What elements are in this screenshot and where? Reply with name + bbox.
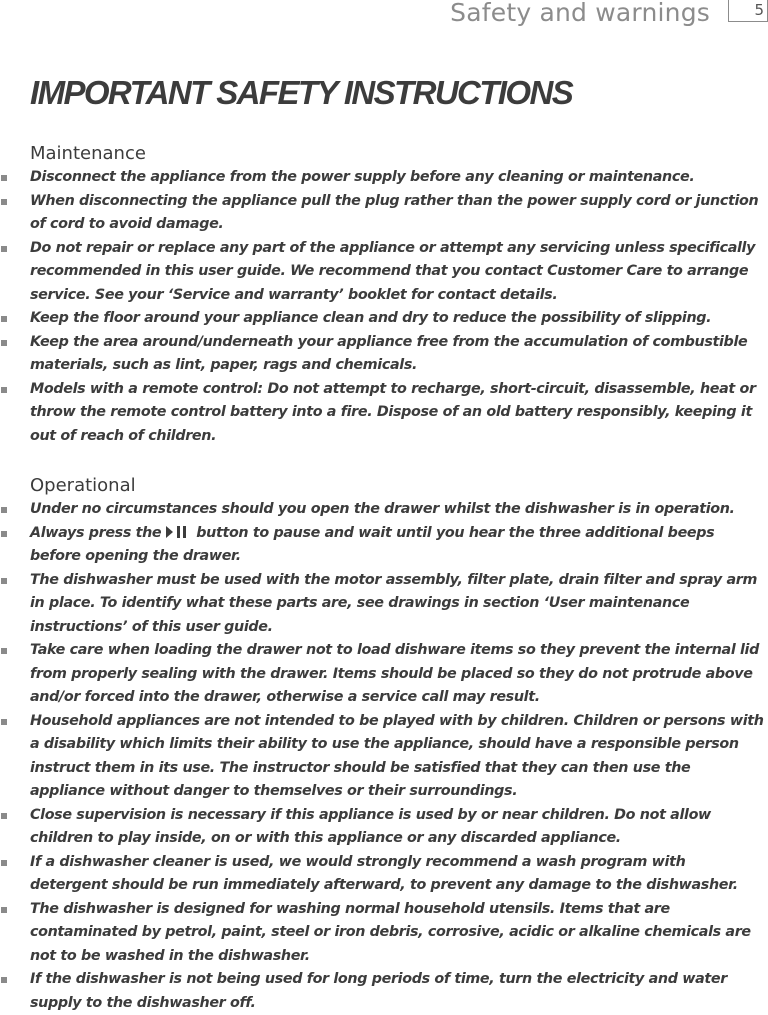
- list-item-text: Disconnect the appliance from the power supply before any cleaning or maintenance.: [30, 169, 695, 185]
- maintenance-list: [0, 166, 768, 448]
- list-item: [0, 237, 768, 308]
- list-item-text: If a dishwasher cleaner is used, we would strongly recommend a wash program with detergent should be run immediately afterward, to prevent any damage to the dishwasher.: [30, 853, 738, 893]
- maintenance-section: [0, 142, 768, 448]
- list-item: [0, 190, 768, 237]
- bullet-square: [1, 387, 7, 393]
- operational-section: [0, 474, 768, 1015]
- list-item-text: Keep the floor around your appliance clean and dry to reduce the possibility of slipping.: [30, 310, 712, 326]
- operational-list: [0, 498, 768, 1015]
- list-item-text: Under no circumstances should you open the drawer whilst the dishwasher is in operation.: [30, 501, 735, 517]
- bullet-square: [1, 175, 7, 181]
- list-item: [0, 522, 768, 569]
- bullet-square: [1, 907, 7, 913]
- list-item-text: If the dishwasher is not being used for long periods of time, turn the electricity and water supply to the dishwasher off.: [30, 971, 727, 1011]
- list-item-text: Close supervision is necessary if this appliance is used by or near children. Do not allow children to play inside, on or with this appliance or any discarded appliance.: [30, 806, 711, 846]
- list-item-text: Household appliances are not intended to be played with by children. Children or persons with a disability which limits their ability to use the appliance, should have a responsible person instruct them in its use. The instructor should be satisfied that they can then use the appliance without danger to themselves or their surroundings.: [30, 712, 764, 799]
- maintenance-heading: Maintenance: [30, 143, 146, 164]
- bullet-square: [1, 531, 7, 537]
- list-item-text-after-icon: button to pause and wait until you hear the three additional beeps before opening the drawer.: [30, 524, 715, 564]
- bullet-square: [1, 648, 7, 654]
- bullet-square: [1, 199, 7, 205]
- bullet-square: [1, 316, 7, 322]
- list-item-text: Keep the area around/underneath your appliance free from the accumulation of combustible materials, such as lint, paper, rags and chemicals.: [30, 333, 748, 373]
- bullet-square: [1, 813, 7, 819]
- bullet-square: [1, 246, 7, 252]
- list-item: [0, 851, 768, 898]
- page-number: 5: [728, 0, 768, 22]
- list-item: [0, 569, 768, 640]
- list-item: [0, 307, 768, 331]
- list-item: [0, 710, 768, 804]
- list-item-text: The dishwasher is designed for washing normal household utensils. Items that are contaminated by petrol, paint, steel or iron debris, corrosive, acidic or alkaline chemicals are not to be washed in the dishwasher.: [30, 900, 751, 964]
- list-item: [0, 968, 768, 1015]
- bullet-square: [1, 977, 7, 983]
- list-item-text: Do not repair or replace any part of the appliance or attempt any servicing unless specifically recommended in this user guide. We recommend that you contact Customer Care to arrange service. See your ‘Service and warranty’ booklet for contact details.: [30, 239, 756, 303]
- list-item-text: When disconnecting the appliance pull the plug rather than the power supply cord or junction of cord to avoid damage.: [30, 192, 759, 232]
- list-item: [0, 378, 768, 449]
- list-item: [0, 331, 768, 378]
- bullet-square: [1, 340, 7, 346]
- bullet-square: [1, 860, 7, 866]
- bullet-square: [1, 507, 7, 513]
- list-item-text: The dishwasher must be used with the motor assembly, filter plate, drain filter and spray arm in place. To identify what these parts are, see drawings in section ‘User maintenance instructions’ of this user guide.: [30, 571, 758, 635]
- bullet-square: [1, 719, 7, 725]
- list-item-text: Take care when loading the drawer not to load dishware items so they prevent the internal lid from properly sealing with the drawer. Items should be placed so they do not protrude above and/or forced into the drawer, otherwise a service call may result.: [30, 642, 759, 705]
- list-item-text-before-icon: Always press the: [30, 524, 162, 541]
- list-item: [0, 166, 768, 190]
- bullet-square: [1, 578, 7, 584]
- operational-heading: Operational: [30, 475, 136, 496]
- list-item-text: Models with a remote control: Do not attempt to recharge, short-circuit, disassemble, heat or throw the remote control battery into a fire. Dispose of an old battery responsibly, keeping it out of reach of children.: [30, 380, 756, 444]
- play-pause-icon: [164, 525, 190, 539]
- page-title: IMPORTANT SAFETY INSTRUCTIONS: [30, 74, 573, 111]
- list-item: [0, 498, 768, 522]
- list-item: [0, 898, 768, 969]
- list-item: [0, 804, 768, 851]
- list-item: [0, 639, 768, 710]
- header-section-title: Safety and warnings: [450, 0, 710, 27]
